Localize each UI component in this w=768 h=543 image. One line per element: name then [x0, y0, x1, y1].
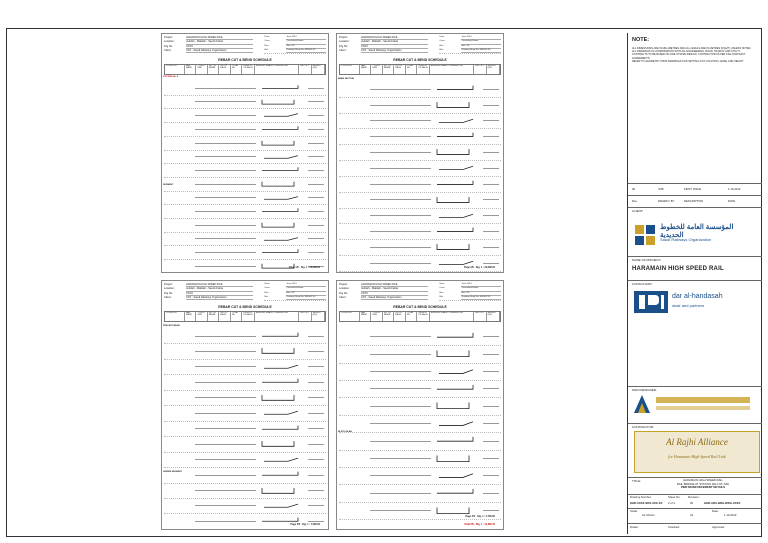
contractor-name: Al Rajhi Alliance — [666, 437, 728, 447]
header-location: Jeddah - Makkah - Saudi Arabia — [186, 287, 253, 291]
header-client: XXX - Saudi Railways Organization — [361, 296, 428, 300]
bending-shape-icon — [433, 383, 483, 395]
schedule-row — [339, 209, 501, 225]
schedule-row — [164, 137, 326, 151]
column-header: NO. IN EACH — [394, 65, 405, 74]
schedule-row — [164, 219, 326, 233]
schedule-row — [339, 346, 501, 363]
header-rev: Rev: XX — [286, 45, 326, 49]
contractor-sub: for Haramain High Speed Rail Link — [668, 454, 726, 459]
bending-shape-icon — [258, 408, 308, 418]
header-ref: Drawing Shop No: HR-HR-XX — [461, 296, 501, 300]
schedule-row — [339, 416, 501, 433]
column-header: BAR MARK — [185, 65, 196, 74]
bending-shape-icon — [258, 166, 308, 175]
schedule-title: REBAR CUT & BEND SCHEDULE — [393, 58, 447, 62]
bending-shape-icon — [258, 455, 308, 465]
bending-shape-icon — [258, 501, 308, 511]
bending-shape-icon — [258, 346, 308, 356]
header-ref: Drawing Shop No: HR-HR-XX — [461, 49, 501, 53]
column-header: BENDING SHAPE / DIMENSIONS — [255, 312, 299, 321]
bending-shape-icon — [433, 179, 483, 190]
schedule-row — [339, 256, 501, 272]
bending-shape-icon — [433, 366, 483, 378]
schedule-row — [164, 406, 326, 421]
column-header: NO. IN EACH — [219, 65, 230, 74]
header-consultant: Consultant Name — [286, 287, 326, 291]
schedule-rows — [339, 329, 501, 509]
schedule-rows — [164, 82, 326, 260]
schedule-row — [339, 193, 501, 209]
schedule-row — [339, 177, 501, 193]
rev-cell: JOB — [658, 187, 664, 191]
rev-header-cell: DATE — [728, 199, 736, 203]
consultant-sub: shair and partners — [672, 303, 705, 308]
header-location: Jeddah - Makkah - Saudi Arabia — [361, 40, 428, 44]
client-logo — [634, 223, 754, 247]
header-project: HARAMAIN HIGH SPEED RAIL — [186, 283, 253, 287]
schedule-title: REBAR CUT & BEND SCHEDULE — [393, 305, 447, 309]
column-header: TOTAL NO. — [231, 65, 242, 74]
schedule-row — [339, 329, 501, 346]
column-header: TYPE & SIZE — [371, 65, 382, 74]
column-header: LENGTH OF EACH — [242, 65, 254, 74]
column-header: BAR MARK — [360, 65, 371, 74]
bending-shape-icon — [433, 242, 483, 253]
schedule-row — [339, 433, 501, 450]
bending-shape-icon — [258, 439, 308, 449]
header-project: HARAMAIN HIGH SPEED RAIL — [361, 36, 428, 40]
bending-shape-icon — [258, 235, 308, 244]
bending-shape-icon — [258, 377, 308, 387]
schedule-row — [164, 499, 326, 514]
rev-cell: 00 — [632, 187, 636, 191]
column-header: WEIGHT (KG) — [312, 65, 325, 74]
header-ref: Drawing Shop No: HR-HR-XX — [286, 296, 326, 300]
sheet-no: 2 of 2 — [668, 501, 675, 505]
column-header: BAR MARK — [360, 312, 371, 321]
revision-label: Revision: — [688, 495, 700, 499]
panel-header: Project: HARAMAIN HIGH SPEED RAIL Location: Jeddah - Makkah - Saudi Arabia Drg No: XXXX Client: XXX - Saudi Railways Organization Date: June 2012 Cons: Consultant Name Rev: Rev: XX Ref: Drawing Shop No: HR-HR-XX — [164, 36, 326, 54]
schedule-columns — [339, 64, 501, 75]
schedule-row — [339, 364, 501, 381]
bending-shape-icon — [258, 424, 308, 434]
client-name-ar: المؤسسة العامة للخطوط الحديدية — [660, 224, 734, 239]
bending-shape-icon — [433, 147, 483, 158]
column-header: TOTAL NO. — [231, 312, 242, 321]
column-header: WEIGHT (KG) — [312, 312, 325, 321]
column-header: BENDING SHAPE / DIMENSIONS — [430, 65, 474, 74]
panel-header: Project: HARAMAIN HIGH SPEED RAIL Location: Jeddah - Makkah - Saudi Arabia Drg No: XXXX Client: XXX - Saudi Railways Organization Date: June 2012 Cons: Consultant Name Rev: Rev: XX Ref: Drawing Shop No: HR-HR-XX — [339, 36, 501, 54]
designer-label: MAIN DESIGNER: — [632, 388, 657, 392]
sro-logo-icon — [634, 224, 656, 246]
schedule-columns — [339, 311, 501, 322]
header-rev: Rev: XX — [461, 45, 501, 49]
bending-shape-icon — [258, 194, 308, 203]
scale-value: As Shown — [642, 513, 655, 517]
schedule-row — [164, 192, 326, 206]
schedule-row — [164, 246, 326, 260]
location-label: FOOTING No. 4 — [163, 76, 179, 78]
contractor-logo — [634, 431, 760, 473]
bending-shape-icon — [433, 487, 483, 499]
header-date: June 2012 — [461, 283, 501, 287]
column-header: NO. OF MEMB. — [208, 312, 219, 321]
column-header: WEIGHT (KG) — [487, 312, 500, 321]
bending-shape-icon — [258, 470, 308, 480]
schedule-row — [164, 164, 326, 178]
bending-shape-icon — [433, 470, 483, 482]
column-header: TOTAL NO. — [406, 312, 417, 321]
project-label: NAME OF PROJECT: — [632, 258, 662, 262]
location-label-2: SEGMENT — [163, 184, 174, 186]
column-header: NO. IN EACH — [219, 312, 230, 321]
header-drawing-no: XXXX — [361, 292, 428, 296]
rev-cell: 1.10.2012 — [728, 187, 741, 191]
bending-shape-icon — [433, 195, 483, 206]
bending-shape-icon — [258, 180, 308, 189]
bending-shape-icon — [433, 211, 483, 222]
schedule-row — [164, 96, 326, 110]
bending-shape-icon — [433, 84, 483, 95]
schedule-row — [164, 151, 326, 165]
column-header: UNIT WT. — [299, 312, 311, 321]
approved-label: Approved: — [712, 525, 725, 529]
bending-shape-icon — [258, 221, 308, 230]
schedule-row — [164, 205, 326, 219]
column-header: NO. IN EACH — [394, 312, 405, 321]
location-label: BEAM SECTION — [338, 78, 354, 80]
column-header: UNIT WT. — [474, 312, 486, 321]
schedule-row — [164, 437, 326, 452]
project-name: HARAMAIN HIGH SPEED RAIL — [632, 266, 724, 272]
bending-shape-icon — [433, 331, 483, 343]
header-client: XXX - Saudi Railways Organization — [186, 49, 253, 53]
page-total: Page 1/5 - Sig. 1 : 22,698.00 — [289, 266, 320, 269]
bending-shape-icon — [258, 248, 308, 257]
bending-shape-icon — [258, 111, 308, 120]
bending-shape-icon — [258, 84, 308, 93]
page-total: Page 2/5 - Sig. 1 : 22,698.00 — [464, 266, 495, 269]
column-header: LOCATION — [165, 65, 185, 74]
header-date: June 2012 — [461, 36, 501, 40]
panel-header: Project: HARAMAIN HIGH SPEED RAIL Location: Jeddah - Makkah - Saudi Arabia Drg No: XXXX Client: XXX - Saudi Railways Organization Date: June 2012 Cons: Consultant Name Rev: Rev: XX Ref: Drawing Shop No: HR-HR-XX — [339, 283, 501, 301]
schedule-rows — [164, 329, 326, 517]
header-drawing-no: XXXX — [186, 45, 253, 49]
header-date: June 2012 — [286, 36, 326, 40]
header-consultant: Consultant Name — [461, 40, 501, 44]
bending-shape-icon — [433, 116, 483, 127]
schedule-columns — [164, 311, 326, 322]
schedule-row — [164, 422, 326, 437]
title-line: RAIL BRIDGE AT STATION (MLJ-GT-720) — [676, 481, 730, 486]
column-header: BENDING SHAPE / DIMENSIONS — [255, 65, 299, 74]
designer-logo-bar — [656, 397, 750, 403]
bending-shape-icon — [258, 393, 308, 403]
bending-shape-icon — [258, 486, 308, 496]
bending-shape-icon — [433, 435, 483, 447]
schedule-title: REBAR CUT & BEND SCHEDULE — [218, 305, 272, 309]
consultant-name: dar al-handasah — [672, 293, 723, 300]
page-total: Page 3/5 - Sig. 1 : 1,068.00 — [290, 523, 320, 526]
schedule-row — [164, 468, 326, 483]
schedule-row — [164, 484, 326, 499]
client-label: CLIENT: — [632, 209, 644, 213]
schedule-panel-1 — [161, 33, 329, 273]
schedule-rows — [339, 82, 501, 260]
schedule-row — [339, 485, 501, 502]
schedule-row — [164, 344, 326, 359]
client-name-en: Saudi Railways Organization — [660, 237, 712, 242]
panel-header: Project: HARAMAIN HIGH SPEED RAIL Location: Jeddah - Makkah - Saudi Arabia Drg No: XXXX Client: XXX - Saudi Railways Organization Date: June 2012 Cons: Consultant Name Rev: Rev: XX Ref: Drawing Shop No: HR-HR-XX — [164, 283, 326, 301]
header-client: XXX - Saudi Railways Organization — [361, 49, 428, 53]
location-label-2: GIRDER SEGMENT — [163, 471, 182, 473]
paper-size: A1 — [690, 513, 694, 517]
schedule-row — [164, 178, 326, 192]
rev-cell: FIRST ISSUE — [684, 187, 702, 191]
date-value: 1.10.2012 — [724, 513, 737, 517]
schedule-row — [164, 453, 326, 468]
bending-shape-icon — [258, 139, 308, 148]
bending-shape-icon — [258, 362, 308, 372]
schedule-row — [339, 240, 501, 256]
bending-shape-icon — [433, 453, 483, 465]
title-label: TITLE: — [632, 479, 642, 483]
header-rev: Rev: XX — [286, 292, 326, 296]
schedule-row — [164, 233, 326, 247]
schedule-row — [339, 82, 501, 98]
bending-shape-icon — [258, 207, 308, 216]
bending-shape-icon — [258, 125, 308, 134]
schedule-row — [164, 109, 326, 123]
column-header: BENDING SHAPE / DIMENSIONS — [430, 312, 474, 321]
bending-shape-icon — [258, 331, 308, 341]
column-header: TOTAL NO. — [406, 65, 417, 74]
rev-header-cell: DRAWN / BY — [658, 199, 675, 203]
column-header: NO. OF MEMB. — [383, 312, 394, 321]
column-header: NO. OF MEMB. — [383, 65, 394, 74]
schedule-row — [339, 451, 501, 468]
column-header: TYPE & SIZE — [371, 312, 382, 321]
column-header: WEIGHT (KG) — [487, 65, 500, 74]
column-header: NO. OF MEMB. — [208, 65, 219, 74]
bending-shape-icon — [433, 131, 483, 142]
page-total: Page 4/5 - Sig. 1 : 2,706.00 — [465, 515, 495, 518]
header-client: XXX - Saudi Railways Organization — [186, 296, 253, 300]
drawing-no: HHR-XXXX-SDS-XXX-XX — [630, 501, 663, 505]
column-header: LENGTH OF EACH — [417, 312, 429, 321]
notes-text: ALL DIMENSIONS ARE IN MILLIMETRES AND ALL LEVELS ARE IN METRES (KSA/IT) UNLESS NOTED. ALL DRAWINGS IN COORDINATION WITH ALL ENGINEERING, ROAD, TRAFFIC AND UTILITY CONTRACTS TO BE BASED ON ONE SYSTEM DESIGN. CONTRACTOR AS PER KSA CONTRACT AGREEMENTS. REFER TO GEOMETRY SHOP DRAWINGS FOR SETTING-OUT LOCATION, LEVEL AND HEIGHT. — [632, 47, 752, 63]
column-header: LOCATION — [340, 65, 360, 74]
title-line: HARAMAIN HIGH SPEED RAIL — [683, 478, 723, 482]
bending-shape-icon — [258, 98, 308, 107]
date-label: Date: — [712, 509, 719, 513]
schedule-row — [339, 145, 501, 161]
column-header: UNIT WT. — [299, 65, 311, 74]
designer-logo — [634, 395, 754, 417]
grand-total: Total 5/5 - Sig. 1 : 12,460.70 — [464, 523, 495, 526]
header-drawing-no: XXXX — [186, 292, 253, 296]
schedule-columns — [164, 64, 326, 75]
location-label: PRECAST BEAM — [163, 325, 180, 327]
sheet-label: Sheet No: — [668, 495, 681, 499]
file-ref: HHR-ARA-BRG-DWG-XXXX — [704, 501, 741, 505]
bending-shape-icon — [433, 226, 483, 237]
rev-header-cell: Rev — [632, 199, 637, 203]
bending-shape-icon — [258, 153, 308, 162]
schedule-row — [339, 468, 501, 485]
schedule-panel-2 — [336, 33, 504, 273]
checked-label: Checked: — [668, 525, 680, 529]
schedule-row — [164, 123, 326, 137]
drawing-sheet — [6, 28, 762, 537]
header-rev: Rev: XX — [461, 292, 501, 296]
contractor-label: CONTRACTOR: — [632, 425, 654, 429]
bending-shape-icon — [433, 400, 483, 412]
schedule-row — [339, 98, 501, 114]
column-header: LENGTH OF EACH — [242, 312, 254, 321]
header-location: Jeddah - Makkah - Saudi Arabia — [361, 287, 428, 291]
drawing-no-label: Drawing Number: — [630, 495, 652, 499]
rev-header-cell: DESCRIPTION — [684, 199, 704, 203]
revision-no: 00 — [690, 501, 694, 505]
schedule-row — [339, 224, 501, 240]
schedule-panel-3 — [161, 280, 329, 530]
location-label-2: IN-SITU SLAB — [338, 431, 352, 433]
column-header: BAR MARK — [185, 312, 196, 321]
schedule-row — [339, 161, 501, 177]
header-consultant: Consultant Name — [461, 287, 501, 291]
header-date: June 2012 — [286, 283, 326, 287]
header-consultant: Consultant Name — [286, 40, 326, 44]
header-ref: Drawing Shop No: HR-HR-XX — [286, 49, 326, 53]
bending-shape-icon — [433, 418, 483, 430]
drawn-label: Drawn: — [630, 525, 639, 529]
schedule-row — [339, 381, 501, 398]
schedule-row — [164, 391, 326, 406]
header-project: HARAMAIN HIGH SPEED RAIL — [186, 36, 253, 40]
column-header: TYPE & SIZE — [196, 312, 207, 321]
designer-logo-icon — [634, 395, 650, 413]
header-location: Jeddah - Makkah - Saudi Arabia — [186, 40, 253, 44]
schedule-row — [164, 82, 326, 96]
schedule-panel-4 — [336, 280, 504, 530]
consultant-logo — [634, 291, 754, 317]
schedule-row — [339, 398, 501, 415]
header-drawing-no: XXXX — [361, 45, 428, 49]
drawing-title — [648, 479, 758, 490]
designer-logo-bar — [656, 406, 750, 410]
schedule-row — [339, 129, 501, 145]
schedule-row — [164, 360, 326, 375]
schedule-row — [164, 329, 326, 344]
column-header: LENGTH OF EACH — [417, 65, 429, 74]
title-line: PIER REINFORCEMENT DETAILS — [680, 485, 726, 490]
scale-label: Scale: — [630, 509, 638, 513]
schedule-row — [164, 375, 326, 390]
column-header: UNIT WT. — [474, 65, 486, 74]
schedule-row — [339, 114, 501, 130]
column-header: TYPE & SIZE — [196, 65, 207, 74]
dar-logo-icon — [634, 291, 668, 313]
consultant-label: CONSULTANT: — [632, 282, 653, 286]
schedule-title: REBAR CUT & BEND SCHEDULE — [218, 58, 272, 62]
title-block — [627, 33, 762, 534]
bending-shape-icon — [433, 100, 483, 111]
column-header: LOCATION — [165, 312, 185, 321]
notes-heading: NOTE: — [632, 37, 650, 43]
bending-shape-icon — [433, 163, 483, 174]
column-header: LOCATION — [340, 312, 360, 321]
header-project: HARAMAIN HIGH SPEED RAIL — [361, 283, 428, 287]
bending-shape-icon — [433, 348, 483, 360]
